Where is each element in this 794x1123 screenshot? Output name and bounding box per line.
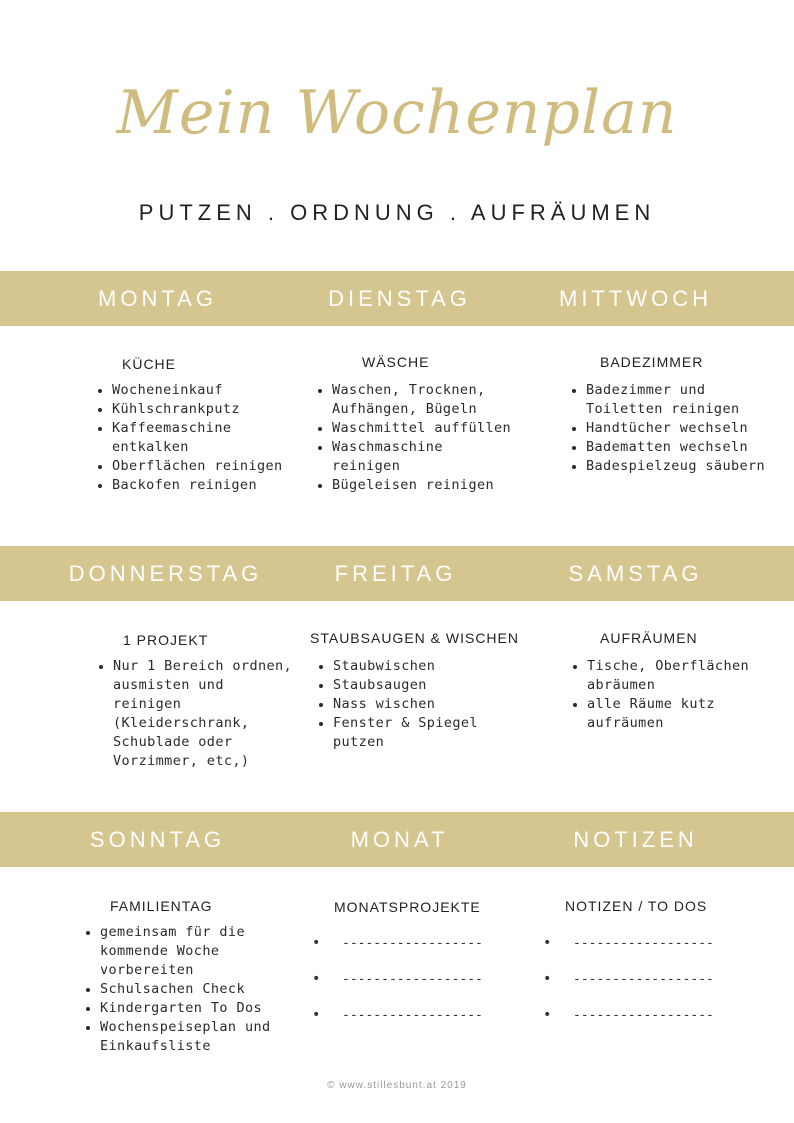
section-title-donnerstag: 1 PROJEKT bbox=[123, 632, 209, 648]
list-item: • Tische, Oberflächen abräumen bbox=[587, 657, 777, 695]
list-item: • Badespielzeug säubern bbox=[586, 457, 776, 476]
bullet-icon: • bbox=[312, 1007, 321, 1023]
list-donnerstag bbox=[93, 657, 293, 771]
monat-blank-line-3 bbox=[312, 1007, 483, 1023]
notizen-blank-line-3 bbox=[543, 1007, 714, 1023]
list-item: • Fenster & Spiegel putzen bbox=[333, 714, 518, 752]
bullet-icon: • bbox=[543, 971, 552, 987]
footer-copyright: © www.stillesbunt.at 2019 bbox=[327, 1080, 467, 1091]
header-freitag: FREITAG bbox=[334, 561, 457, 586]
bullet-icon: • bbox=[543, 935, 552, 951]
monat-blank-line-2 bbox=[312, 971, 483, 987]
bullet-icon: • bbox=[312, 935, 321, 951]
list-sonntag bbox=[80, 923, 285, 1056]
header-montag: MONTAG bbox=[98, 286, 217, 311]
list-item: • Badezimmer und Toiletten reinigen bbox=[586, 381, 776, 419]
blank-line: ------------------ bbox=[342, 936, 483, 951]
list-montag bbox=[92, 381, 287, 495]
list-dienstag bbox=[312, 381, 517, 495]
list-samstag bbox=[567, 657, 777, 733]
list-item: • Waschmaschine reinigen bbox=[332, 438, 517, 476]
list-mittwoch bbox=[566, 381, 776, 476]
notizen-blank-line-2 bbox=[543, 971, 714, 987]
list-item: • Wochenspeiseplan und Einkaufsliste bbox=[100, 1018, 285, 1056]
list-item: • Waschmittel auffüllen bbox=[332, 419, 517, 438]
list-item: • Kindergarten To Dos bbox=[100, 999, 285, 1018]
list-item: • Kühlschrankputz bbox=[112, 400, 287, 419]
section-title-dienstag: WÄSCHE bbox=[362, 354, 430, 370]
blank-line: ------------------ bbox=[573, 936, 714, 951]
list-item: • Staubsaugen bbox=[333, 676, 518, 695]
list-freitag bbox=[313, 657, 518, 752]
day-header-band-3 bbox=[0, 812, 794, 867]
list-item: • Badematten wechseln bbox=[586, 438, 776, 457]
page-subtitle: PUTZEN . ORDNUNG . AUFRÄUMEN bbox=[138, 200, 656, 225]
header-monat: MONAT bbox=[350, 827, 449, 852]
list-item: • Staubwischen bbox=[333, 657, 518, 676]
list-item: • Schulsachen Check bbox=[100, 980, 285, 999]
blank-line: ------------------ bbox=[342, 972, 483, 987]
blank-line: ------------------ bbox=[573, 1008, 714, 1023]
header-dienstag: DIENSTAG bbox=[328, 286, 471, 311]
section-title-notizen: NOTIZEN / TO DOS bbox=[565, 898, 708, 914]
list-item: • Bügeleisen reinigen bbox=[332, 476, 517, 495]
section-title-monat: MONATSPROJEKTE bbox=[334, 899, 481, 915]
section-title-freitag: STAUBSAUGEN & WISCHEN bbox=[310, 630, 519, 646]
bullet-icon: • bbox=[312, 971, 321, 987]
list-item: • Backofen reinigen bbox=[112, 476, 287, 495]
bullet-icon: • bbox=[543, 1007, 552, 1023]
day-header-band-1 bbox=[0, 271, 794, 326]
list-item: • alle Räume kutz aufräumen bbox=[587, 695, 777, 733]
notizen-blank-line-1 bbox=[543, 935, 714, 951]
header-mittwoch: MITTWOCH bbox=[559, 286, 712, 311]
header-samstag: SAMSTAG bbox=[568, 561, 703, 586]
section-title-sonntag: FAMILIENTAG bbox=[110, 898, 213, 914]
header-donnerstag: DONNERSTAG bbox=[68, 561, 263, 586]
blank-line: ------------------ bbox=[342, 1008, 483, 1023]
list-item: • Wocheneinkauf bbox=[112, 381, 287, 400]
list-item: • Kaffeemaschine entkalken bbox=[112, 419, 287, 457]
list-item: • gemeinsam für die kommende Woche vorbereiten bbox=[100, 923, 285, 980]
list-item: • Nur 1 Bereich ordnen, ausmisten und reinigen (Kleiderschrank, Schublade oder Vorzimmer, etc,) bbox=[113, 657, 293, 771]
monat-blank-line-1 bbox=[312, 935, 483, 951]
list-item: • Handtücher wechseln bbox=[586, 419, 776, 438]
section-title-mittwoch: BADEZIMMER bbox=[600, 354, 704, 370]
list-item: • Nass wischen bbox=[333, 695, 518, 714]
page-title: Mein Wochenplan bbox=[116, 78, 678, 148]
day-header-band-2 bbox=[0, 546, 794, 601]
section-title-samstag: AUFRÄUMEN bbox=[600, 630, 698, 646]
list-item: • Waschen, Trocknen, Aufhängen, Bügeln bbox=[332, 381, 517, 419]
header-notizen: NOTIZEN bbox=[573, 827, 698, 852]
blank-line: ------------------ bbox=[573, 972, 714, 987]
list-item: • Oberflächen reinigen bbox=[112, 457, 287, 476]
header-sonntag: SONNTAG bbox=[89, 827, 226, 852]
section-title-montag: KÜCHE bbox=[122, 356, 177, 372]
